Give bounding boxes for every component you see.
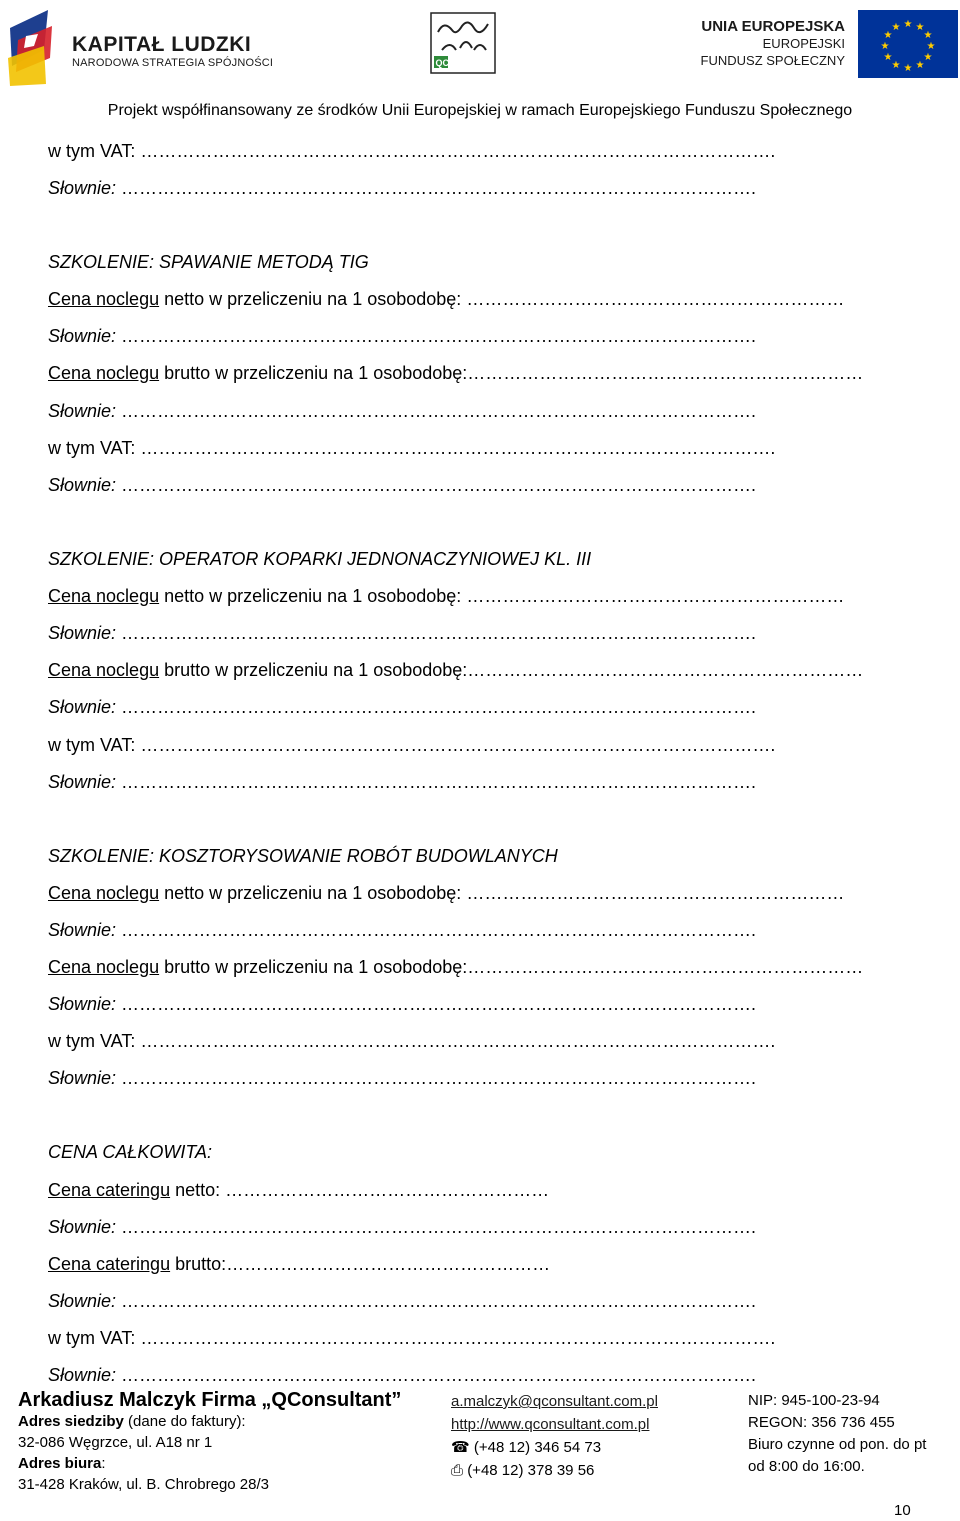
office-label: Adres biura: <box>18 1455 106 1472</box>
nip: NIP: 945-100-23-94 <box>748 1392 880 1409</box>
seat-address: 32-086 Węgrzce, ul. A18 nr 1 <box>18 1434 213 1451</box>
slownie-line: Słownie: ……………………………………………………………………………………………. <box>48 178 757 198</box>
svg-text:★: ★ <box>883 52 893 63</box>
firm-name: Arkadiusz Malczyk Firma „QConsultant” <box>18 1389 402 1411</box>
office-hours-1: Biuro czynne od pon. do pt <box>748 1436 927 1453</box>
seat-label: Adres siedziby (dane do faktury): <box>18 1413 246 1430</box>
ue-line1: UNIA EUROPEJSKA <box>701 18 845 35</box>
svg-text:★: ★ <box>880 41 890 52</box>
email-link[interactable]: a.malczyk@qconsultant.com.pl <box>451 1393 658 1410</box>
netto-line: Cena noclegu netto w przeliczeniu na 1 osobodobę: ……………………………………………………… <box>48 289 845 309</box>
vat-line: w tym VAT: ……………………………………………………………………………………………. <box>48 735 776 755</box>
catering-brutto-line: Cena cateringu brutto:……………………………………………… <box>48 1254 551 1274</box>
slownie-line: Słownie: ……………………………………………………………………………………………. <box>48 697 757 717</box>
svg-text:★: ★ <box>926 41 936 52</box>
vat-line: w tym VAT: ……………………………………………………………………………………………. <box>48 438 776 458</box>
slownie-line: Słownie: ……………………………………………………………………………………………. <box>48 623 757 643</box>
slownie-line: Słownie: ……………………………………………………………………………………………. <box>48 326 757 346</box>
catering-netto-line: Cena cateringu netto: ……………………………………………… <box>48 1180 550 1200</box>
netto-line: Cena noclegu netto w przeliczeniu na 1 osobodobę: ……………………………………………………… <box>48 883 845 903</box>
cofinancing-note: Projekt współfinansowany ze środków Unii Europejskiej w ramach Europejskiego Funduszu Społecznego <box>107 102 853 119</box>
slownie-line: Słownie: ……………………………………………………………………………………………. <box>48 1291 757 1311</box>
office-hours-2: od 8:00 do 16:00. <box>748 1458 865 1475</box>
slownie-line: Słownie: ……………………………………………………………………………………………. <box>48 772 757 792</box>
svg-text:★: ★ <box>923 30 933 41</box>
svg-text:★: ★ <box>891 60 901 71</box>
vat-line: w tym VAT: ……………………………………………………………………………………………. <box>48 1328 776 1348</box>
svg-text:★: ★ <box>923 52 933 63</box>
qconsultant-logo <box>430 12 496 74</box>
slownie-line: Słownie: ……………………………………………………………………………………………. <box>48 920 757 940</box>
eu-flag-icon <box>858 10 958 78</box>
kapital-ludzki-title: KAPITAŁ LUDZKI <box>72 33 252 56</box>
footer-company <box>18 1390 401 1495</box>
brutto-line: Cena noclegu brutto w przeliczeniu na 1 osobodobę:………………………………………………………… <box>48 957 864 977</box>
section-heading: SZKOLENIE: KOSZTORYSOWANIE ROBÓT BUDOWLANYCH <box>48 846 558 866</box>
qc-label: QC <box>435 58 449 68</box>
slownie-line: Słownie: ……………………………………………………………………………………………. <box>48 1365 757 1385</box>
section-heading: SZKOLENIE: OPERATOR KOPARKI JEDNONACZYNIOWEJ KL. III <box>48 549 592 569</box>
office-address: 31-428 Kraków, ul. B. Chrobrego 28/3 <box>18 1476 269 1493</box>
svg-text:★: ★ <box>883 30 893 41</box>
slownie-line: Słownie: ……………………………………………………………………………………………. <box>48 475 757 495</box>
footer-contact <box>451 1390 658 1482</box>
phone-row: ☎ (+48 12) 346 54 73 <box>451 1438 602 1456</box>
svg-text:★: ★ <box>891 22 901 33</box>
fax-row: ⎙ (+48 12) 378 39 56 <box>451 1461 595 1479</box>
footer-registration <box>748 1390 926 1478</box>
kapital-ludzki-subtitle: NARODOWA STRATEGIA SPÓJNOŚCI <box>72 57 274 69</box>
svg-text:★: ★ <box>915 22 925 33</box>
svg-text:★: ★ <box>903 63 913 74</box>
total-heading: CENA CAŁKOWITA: <box>48 1142 213 1162</box>
brutto-line: Cena noclegu brutto w przeliczeniu na 1 osobodobę:………………………………………………………… <box>48 660 864 680</box>
section-heading: SZKOLENIE: SPAWANIE METODĄ TIG <box>48 252 369 272</box>
svg-text:★: ★ <box>915 60 925 71</box>
ue-line3: FUNDUSZ SPOŁECZNY <box>700 53 845 68</box>
slownie-line: Słownie: ……………………………………………………………………………………………. <box>48 401 757 421</box>
regon: REGON: 356 736 455 <box>748 1414 895 1431</box>
eu-text-block <box>701 18 845 69</box>
phone-icon: ☎ <box>451 1438 470 1456</box>
vat-line: w tym VAT: ……………………………………………………………………………………………. <box>48 141 776 161</box>
website-link[interactable]: http://www.qconsultant.com.pl <box>451 1416 650 1433</box>
page-number: 10 <box>894 1502 911 1519</box>
netto-line: Cena noclegu netto w przeliczeniu na 1 osobodobę: ……………………………………………………… <box>48 586 845 606</box>
fax-icon: ⎙ <box>451 1461 464 1479</box>
svg-text:★: ★ <box>903 19 913 30</box>
brutto-line: Cena noclegu brutto w przeliczeniu na 1 osobodobę:………………………………………………………… <box>48 363 864 383</box>
slownie-line: Słownie: ……………………………………………………………………………………………. <box>48 994 757 1014</box>
slownie-line: Słownie: ……………………………………………………………………………………………. <box>48 1068 757 1088</box>
ue-line2: EUROPEJSKI <box>762 36 845 51</box>
slownie-line: Słownie: ……………………………………………………………………………………………. <box>48 1217 757 1237</box>
vat-line: w tym VAT: ……………………………………………………………………………………………. <box>48 1031 776 1051</box>
